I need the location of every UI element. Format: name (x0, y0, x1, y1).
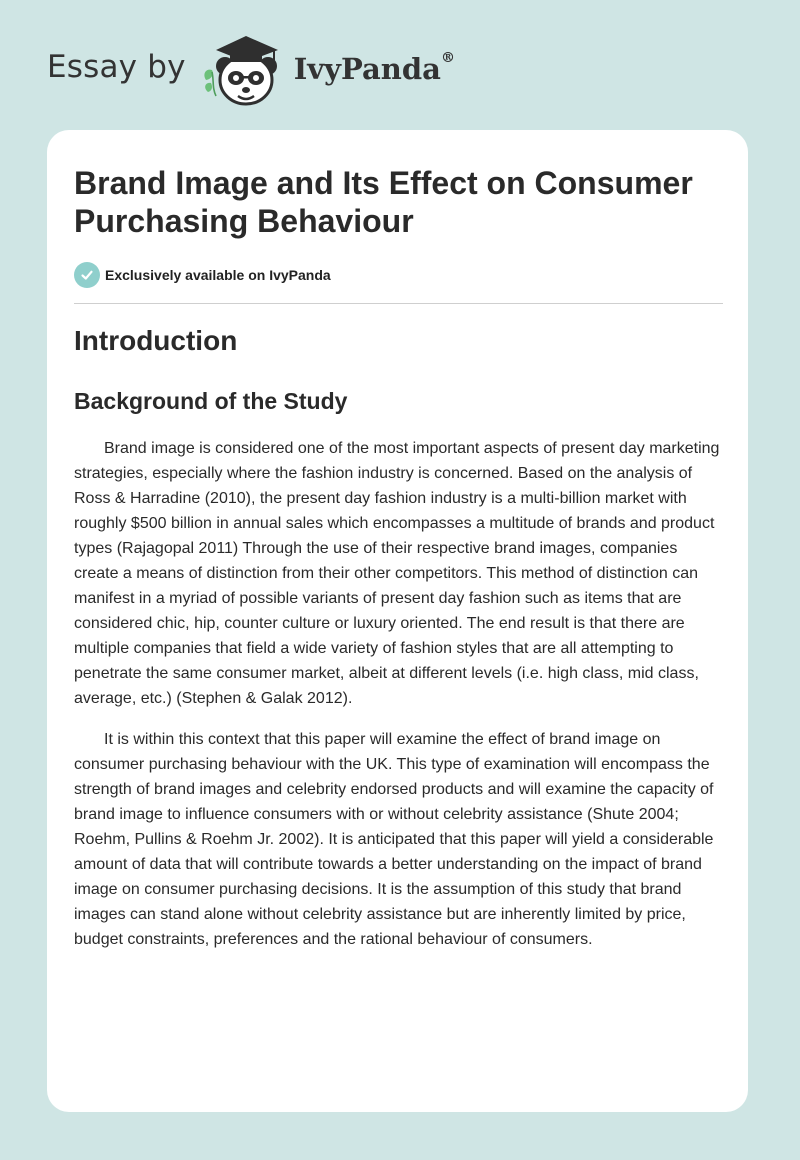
subsection-heading-background: Background of the Study (74, 388, 348, 414)
brand-name[interactable]: IvyPanda® (293, 50, 455, 86)
registered-mark: ® (440, 50, 455, 67)
essay-card (47, 130, 748, 1112)
body-paragraph: Brand image is considered one of the most important aspects of present day marketing strategies, especially where the fashion industry is concerned. Based on the analysis of Ross & Harradine (2010), the present day fashion industry is a multi-billion market with roughly $500 billion in annual sales which encompasses a multitude of brands and product types (Rajagopal 2011) Through the use of their respective brand images, companies create a means of distinction from their other competitors. This method of distinction can manifest in a myriad of possible variants of present day fashion such as items that are considered chic, hip, counter culture or luxury oriented. The end result is that there are multiple companies that field a wide variety of fashion styles that are all attempting to penetrate the same consumer market, albeit at different levels (i.e. high class, mid class, average, etc.) (Stephen & Galak 2012). (74, 440, 720, 707)
title-divider (74, 303, 723, 304)
ivypanda-logo-icon[interactable] (200, 30, 290, 110)
exclusive-badge (74, 262, 331, 288)
essay-by-label: Essay by (47, 49, 186, 85)
section-heading-introduction: Introduction (74, 325, 238, 356)
page-title: Brand Image and Its Effect on Consumer Purchasing Behaviour (74, 165, 693, 239)
body-paragraph: It is within this context that this paper will examine the effect of brand image on consumer purchasing behaviour with the UK. This type of examination will encompass the strength of brand images and celebrity endorsed products and will examine the capacity of brand image to influence consumers with or without celebrity assistance (Shute 2004; Roehm, Pullins & Roehm Jr. 2002). It is anticipated that this paper will yield a considerable amount of data that will contribute towards a better understanding on the impact of brand image on consumer purchasing decisions. It is the assumption of this study that brand images can stand alone without celebrity assistance but are inherently limited by price, budget constraints, preferences and the rational behaviour of consumers. (74, 731, 714, 948)
exclusive-badge-text: Exclusively available on IvyPanda (105, 267, 331, 283)
checkmark-icon (74, 262, 100, 288)
site-header (47, 30, 455, 110)
